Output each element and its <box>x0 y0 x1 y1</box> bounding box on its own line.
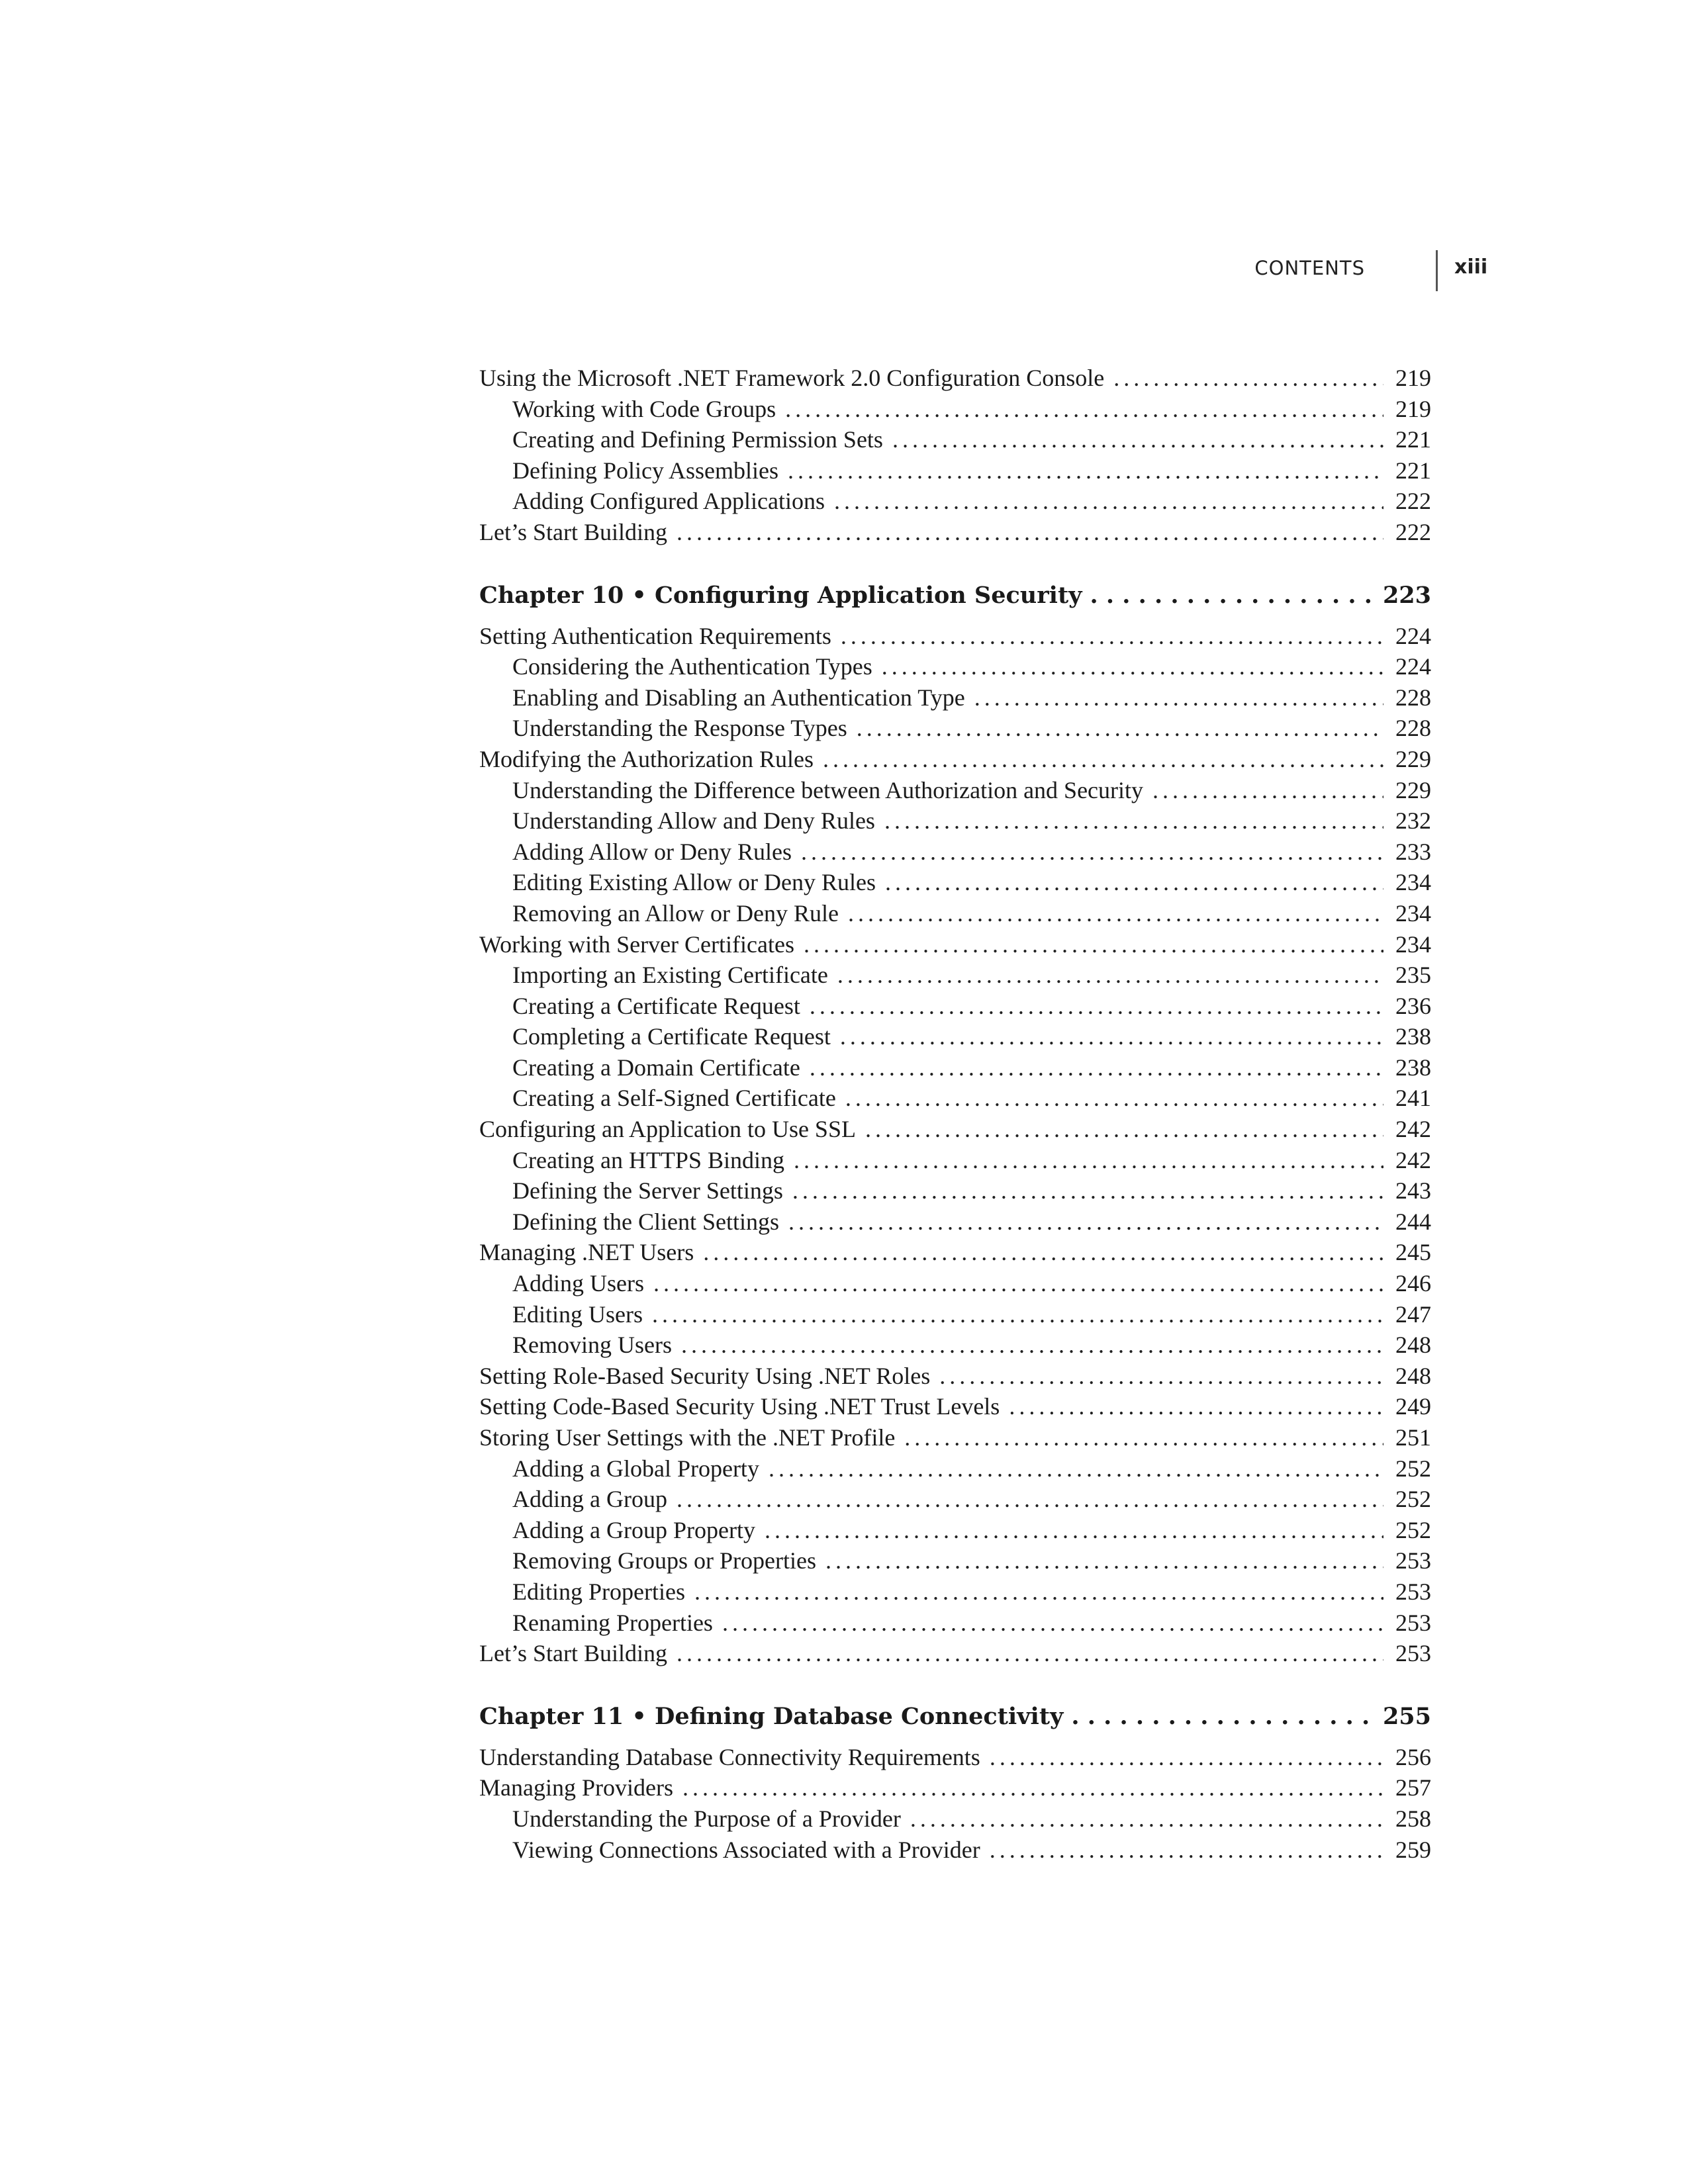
entry-title: Adding a Group <box>512 1486 667 1513</box>
entry-page: 224 <box>1395 653 1431 680</box>
entry-title: Creating and Defining Permission Sets <box>512 426 883 453</box>
toc-subsection-entry[interactable] <box>479 1545 1431 1576</box>
entry-page: 234 <box>1395 899 1431 927</box>
entry-page: 222 <box>1395 488 1431 515</box>
entry-page: 243 <box>1395 1177 1431 1205</box>
dot-leader <box>884 805 1383 837</box>
entry-page: 244 <box>1395 1208 1431 1235</box>
dot-leader <box>681 1330 1383 1361</box>
dot-leader <box>974 682 1383 713</box>
dot-leader <box>1009 1391 1383 1422</box>
entry-title: Editing Users <box>512 1300 643 1328</box>
entry-title: Setting Authentication Requirements <box>479 622 831 649</box>
entry-page: 219 <box>1395 395 1431 422</box>
entry-title: Modifying the Authorization Rules <box>479 745 814 772</box>
entry-page: 258 <box>1395 1805 1431 1832</box>
entry-title: Creating a Certificate Request <box>512 992 800 1019</box>
entry-title: Creating an HTTPS Binding <box>512 1146 784 1173</box>
dot-leader <box>794 1145 1383 1176</box>
toc-subsection-entry[interactable] <box>479 1453 1431 1484</box>
entry-title: Viewing Connections Associated with a Provider <box>512 1836 980 1863</box>
entry-page: 252 <box>1395 1455 1431 1482</box>
chapter-title: Chapter 11 • Defining Database Connectivity <box>479 1702 1064 1730</box>
dot-leader <box>885 867 1383 898</box>
toc-subsection-entry[interactable] <box>479 1484 1431 1515</box>
dot-leader <box>1113 363 1383 394</box>
toc-subsection-entry[interactable] <box>479 1268 1431 1299</box>
toc-block-1 <box>479 363 1431 548</box>
dot-leader <box>801 837 1383 868</box>
entry-page: 221 <box>1395 426 1431 453</box>
entry-title: Understanding the Difference between Authorization and Security <box>512 776 1144 803</box>
entry-title: Creating a Domain Certificate <box>512 1054 800 1081</box>
dot-leader <box>939 1361 1383 1392</box>
entry-page: 234 <box>1395 931 1431 958</box>
entry-page: 251 <box>1395 1424 1431 1451</box>
entry-page: 259 <box>1395 1836 1431 1863</box>
toc-subsection-entry[interactable] <box>479 1052 1431 1083</box>
entry-page: 235 <box>1395 962 1431 989</box>
entry-title: Defining Policy Assemblies <box>512 457 778 484</box>
dot-leader <box>823 744 1383 775</box>
page-number: xiii <box>1454 255 1488 279</box>
toc-section-entry[interactable] <box>479 1772 1431 1803</box>
entry-title: Working with Server Certificates <box>479 931 794 958</box>
toc-subsection-entry[interactable] <box>479 1608 1431 1639</box>
table-of-contents <box>479 363 1431 1865</box>
entry-page: 242 <box>1395 1146 1431 1173</box>
toc-section-entry[interactable] <box>479 1361 1431 1392</box>
entry-page: 241 <box>1395 1085 1431 1112</box>
entry-title: Creating a Self-Signed Certificate <box>512 1085 836 1112</box>
entry-title: Let’s Start Building <box>479 1640 667 1667</box>
dot-leader <box>1071 1698 1375 1735</box>
entry-title: Completing a Certificate Request <box>512 1023 831 1050</box>
entry-title: Let’s Start Building <box>479 518 667 545</box>
toc-subsection-entry[interactable] <box>479 1299 1431 1330</box>
entry-page: 238 <box>1395 1054 1431 1081</box>
dot-leader <box>792 1175 1383 1206</box>
entry-page: 229 <box>1395 745 1431 772</box>
entry-title: Understanding the Purpose of a Provider <box>512 1805 901 1832</box>
dot-leader <box>653 1268 1383 1299</box>
entry-page: 252 <box>1395 1486 1431 1513</box>
toc-section-entry[interactable] <box>479 929 1431 960</box>
entry-title: Managing .NET Users <box>479 1239 694 1266</box>
dot-leader <box>677 1638 1383 1669</box>
chapter-heading-11[interactable] <box>479 1698 1431 1735</box>
toc-subsection-entry[interactable] <box>479 1576 1431 1608</box>
entry-title: Configuring an Application to Use SSL <box>479 1116 856 1143</box>
toc-subsection-entry[interactable] <box>479 1803 1431 1835</box>
entry-title: Defining the Server Settings <box>512 1177 783 1205</box>
chapter-page: 223 <box>1382 581 1431 609</box>
entry-page: 228 <box>1395 715 1431 742</box>
entry-page: 229 <box>1395 776 1431 803</box>
dot-leader <box>694 1576 1383 1608</box>
entry-title: Adding a Group Property <box>512 1516 755 1543</box>
dot-leader <box>810 991 1383 1022</box>
entry-title: Removing Groups or Properties <box>512 1547 816 1574</box>
dot-leader <box>882 651 1383 682</box>
entry-page: 256 <box>1395 1743 1431 1770</box>
entry-page: 247 <box>1395 1300 1431 1328</box>
entry-page: 242 <box>1395 1116 1431 1143</box>
entry-page: 253 <box>1395 1578 1431 1605</box>
dot-leader <box>804 929 1383 960</box>
toc-subsection-entry[interactable] <box>479 424 1431 455</box>
dot-leader <box>769 1453 1383 1484</box>
chapter-heading-10[interactable] <box>479 577 1431 614</box>
toc-subsection-entry[interactable] <box>479 713 1431 744</box>
dot-leader <box>990 1835 1383 1866</box>
toc-subsection-entry[interactable] <box>479 1206 1431 1238</box>
entry-page: 228 <box>1395 684 1431 711</box>
running-head-label: CONTENTS <box>1254 257 1365 279</box>
toc-section-entry[interactable] <box>479 363 1431 394</box>
entry-page: 253 <box>1395 1640 1431 1667</box>
entry-page: 249 <box>1395 1393 1431 1420</box>
toc-subsection-entry[interactable] <box>479 1515 1431 1546</box>
dot-leader <box>810 1052 1383 1083</box>
entry-title: Understanding Allow and Deny Rules <box>512 807 875 835</box>
entry-title: Removing an Allow or Deny Rule <box>512 899 839 927</box>
entry-title: Understanding Database Connectivity Requirements <box>479 1743 980 1770</box>
entry-page: 234 <box>1395 869 1431 896</box>
dot-leader <box>1152 775 1383 806</box>
dot-leader <box>841 621 1383 652</box>
entry-page: 236 <box>1395 992 1431 1019</box>
entry-title: Renaming Properties <box>512 1609 713 1636</box>
entry-title: Adding Allow or Deny Rules <box>512 838 792 865</box>
entry-page: 221 <box>1395 457 1431 484</box>
entry-title: Enabling and Disabling an Authentication Type <box>512 684 965 711</box>
toc-subsection-entry[interactable] <box>479 1145 1431 1176</box>
dot-leader <box>857 713 1383 744</box>
dot-leader <box>788 1206 1383 1238</box>
entry-title: Adding Users <box>512 1270 644 1297</box>
toc-block-2 <box>479 621 1431 1669</box>
toc-subsection-entry[interactable] <box>479 1835 1431 1866</box>
entry-title: Editing Properties <box>512 1578 685 1605</box>
dot-leader <box>785 394 1383 425</box>
toc-section-entry[interactable] <box>479 1638 1431 1669</box>
dot-leader <box>703 1237 1383 1268</box>
dot-leader <box>1090 577 1374 614</box>
dot-leader <box>837 960 1383 991</box>
toc-subsection-entry[interactable] <box>479 991 1431 1022</box>
entry-page: 253 <box>1395 1609 1431 1636</box>
dot-leader <box>834 486 1383 517</box>
dot-leader <box>904 1422 1383 1453</box>
toc-subsection-entry[interactable] <box>479 682 1431 713</box>
entry-page: 252 <box>1395 1516 1431 1543</box>
toc-subsection-entry[interactable] <box>479 651 1431 682</box>
toc-subsection-entry[interactable] <box>479 867 1431 898</box>
entry-title: Considering the Authentication Types <box>512 653 872 680</box>
dot-leader <box>682 1772 1383 1803</box>
entry-page: 248 <box>1395 1362 1431 1389</box>
entry-page: 222 <box>1395 518 1431 545</box>
dot-leader <box>825 1545 1383 1576</box>
dot-leader <box>677 1484 1383 1515</box>
entry-title: Defining the Client Settings <box>512 1208 779 1235</box>
entry-page: 245 <box>1395 1239 1431 1266</box>
dot-leader <box>990 1742 1383 1773</box>
dot-leader <box>722 1608 1383 1639</box>
toc-subsection-entry[interactable] <box>479 837 1431 868</box>
entry-title: Understanding the Response Types <box>512 715 847 742</box>
dot-leader <box>652 1299 1383 1330</box>
entry-page: 224 <box>1395 622 1431 649</box>
entry-page: 253 <box>1395 1547 1431 1574</box>
entry-title: Setting Code-Based Security Using .NET Trust Levels <box>479 1393 1000 1420</box>
entry-title: Adding Configured Applications <box>512 488 825 515</box>
dot-leader <box>765 1515 1383 1546</box>
dot-leader <box>788 455 1383 486</box>
toc-block-3 <box>479 1742 1431 1865</box>
entry-title: Importing an Existing Certificate <box>512 962 828 989</box>
toc-subsection-entry[interactable] <box>479 1175 1431 1206</box>
toc-subsection-entry[interactable] <box>479 898 1431 929</box>
entry-title: Adding a Global Property <box>512 1455 759 1482</box>
entry-page: 219 <box>1395 365 1431 391</box>
toc-subsection-entry[interactable] <box>479 455 1431 486</box>
entry-title: Using the Microsoft .NET Framework 2.0 Configuration Console <box>479 365 1105 391</box>
entry-page: 233 <box>1395 838 1431 865</box>
running-head-divider <box>1436 250 1438 291</box>
dot-leader <box>910 1803 1383 1835</box>
toc-section-entry[interactable] <box>479 1742 1431 1773</box>
dot-leader <box>848 898 1383 929</box>
toc-subsection-entry[interactable] <box>479 1083 1431 1114</box>
toc-subsection-entry[interactable] <box>479 486 1431 517</box>
toc-section-entry[interactable] <box>479 1237 1431 1268</box>
toc-section-entry[interactable] <box>479 744 1431 775</box>
entry-title: Working with Code Groups <box>512 395 776 422</box>
toc-section-entry[interactable] <box>479 1114 1431 1145</box>
entry-title: Removing Users <box>512 1332 672 1359</box>
toc-section-entry[interactable] <box>479 621 1431 652</box>
dot-leader <box>892 424 1383 455</box>
entry-page: 246 <box>1395 1270 1431 1297</box>
toc-subsection-entry[interactable] <box>479 394 1431 425</box>
toc-subsection-entry[interactable] <box>479 805 1431 837</box>
toc-subsection-entry[interactable] <box>479 775 1431 806</box>
toc-section-entry[interactable] <box>479 1422 1431 1453</box>
toc-subsection-entry[interactable] <box>479 960 1431 991</box>
entry-page: 232 <box>1395 807 1431 835</box>
entry-title: Setting Role-Based Security Using .NET Roles <box>479 1362 931 1389</box>
toc-subsection-entry[interactable] <box>479 1330 1431 1361</box>
toc-section-entry[interactable] <box>479 1391 1431 1422</box>
chapter-title: Chapter 10 • Configuring Application Security <box>479 581 1082 609</box>
toc-subsection-entry[interactable] <box>479 1021 1431 1052</box>
dot-leader <box>845 1083 1383 1114</box>
entry-title: Managing Providers <box>479 1774 673 1801</box>
entry-page: 238 <box>1395 1023 1431 1050</box>
dot-leader <box>865 1114 1383 1145</box>
chapter-page: 255 <box>1382 1702 1431 1730</box>
dot-leader <box>677 517 1383 548</box>
toc-section-entry[interactable] <box>479 517 1431 548</box>
entry-page: 257 <box>1395 1774 1431 1801</box>
entry-page: 248 <box>1395 1332 1431 1359</box>
entry-title: Storing User Settings with the .NET Profile <box>479 1424 896 1451</box>
dot-leader <box>840 1021 1383 1052</box>
running-head <box>1254 250 1509 290</box>
entry-title: Editing Existing Allow or Deny Rules <box>512 869 876 896</box>
